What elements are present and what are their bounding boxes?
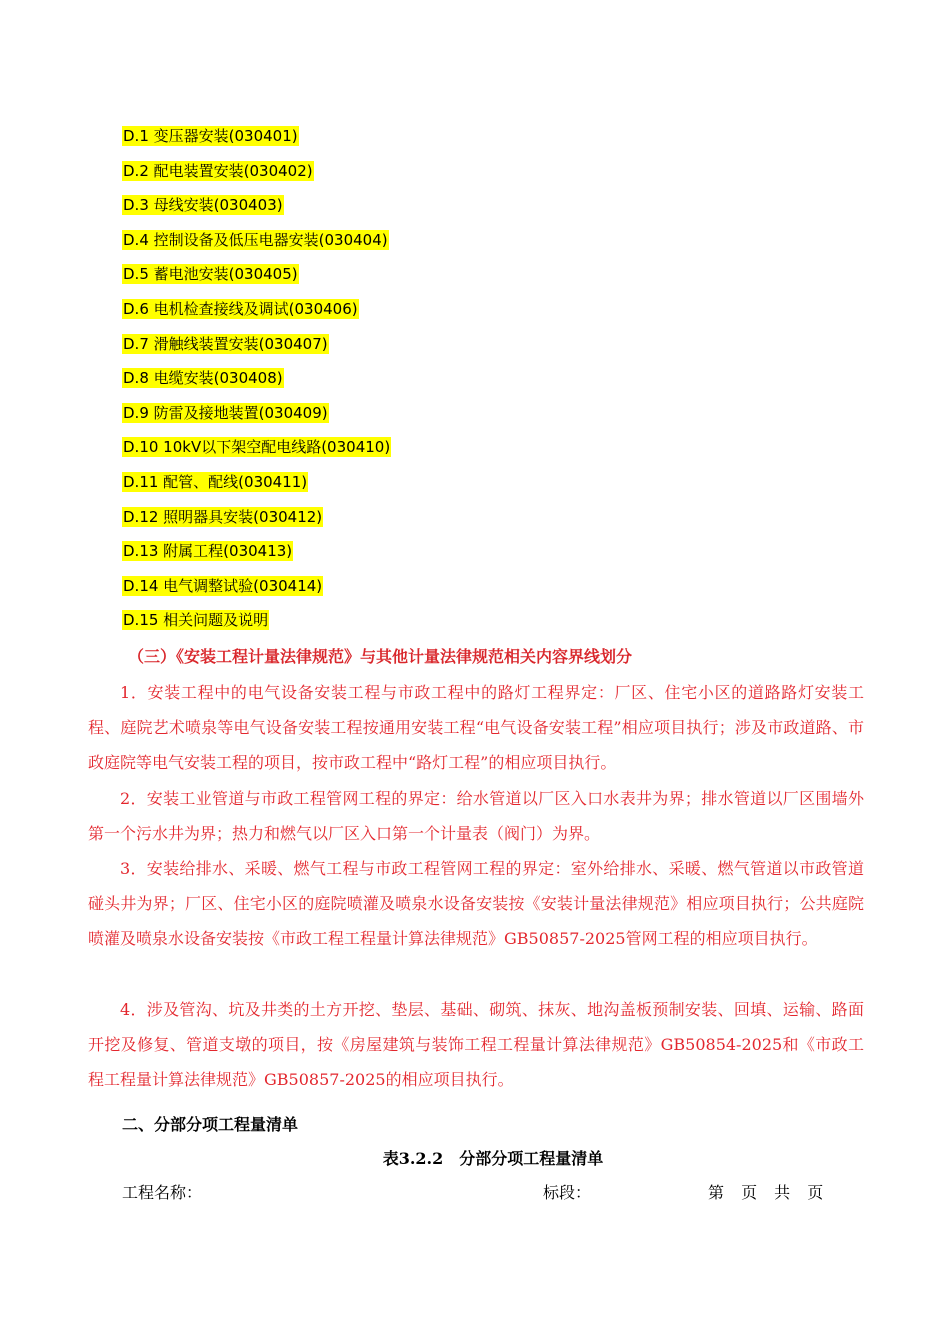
toc-item: D.8 电缆安装(030408) xyxy=(123,369,283,388)
toc-item: D.12 照明器具安装(030412) xyxy=(123,507,323,526)
toc-item: D.3 母线安装(030403) xyxy=(123,196,283,215)
toc-item: D.11 配管、配线(030411) xyxy=(123,472,308,491)
toc-item: D.9 防雷及接地装置(030409) xyxy=(123,403,328,422)
page-counter: 第 页 共 页 xyxy=(708,1183,830,1202)
heading-2: 二、分部分项工程量清单 xyxy=(122,1115,299,1134)
paragraph-4: 4．涉及管沟、坑及井类的土方开挖、垫层、基础、砌筑、抹灰、地沟盖板预制安装、回填、运输、路面开挖及修复、管道支墩的项目，按《房屋建筑与装饰工程工程量计算法律规范》GB50854-2025和《市政工程工程量计算法律规范》GB50857-2025的相应项目执行。 xyxy=(88,1000,864,1089)
toc-item: D.4 控制设备及低压电器安装(030404) xyxy=(123,230,388,249)
toc-item: D.14 电气调整试验(030414) xyxy=(123,576,323,595)
paragraph-3: 3．安装给排水、采暖、燃气工程与市政工程管网工程的界定：室外给排水、采暖、燃气管道以市政管道碰头井为界；厂区、住宅小区的庭院喷灌及喷泉水设备安装按《安装计量法律规范》相应项目执行；公共庭院喷灌及喷泉水设备安装按《市政工程工程量计算法律规范》GB50857-2025管网工程的相应项目执行。 xyxy=(88,859,864,948)
toc-item: D.10 10kV以下架空配电线路(030410) xyxy=(123,438,391,457)
section-label: 标段： xyxy=(543,1183,592,1202)
toc-item: D.7 滑触线装置安装(030407) xyxy=(123,334,328,353)
toc-item: D.6 电机检查接线及调试(030406) xyxy=(123,299,358,318)
paragraph-1: 1．安装工程中的电气设备安装工程与市政工程中的路灯工程界定：厂区、住宅小区的道路路灯安装工程、庭院艺术喷泉等电气设备安装工程按通用安装工程“电气设备安装工程”相应项目执行；涉及市政道路、市政庭院等电气安装工程的项目，按市政工程中“路灯工程”的相应项目执行。 xyxy=(88,683,864,772)
section-title: （三）《安装工程计量法律规范》与其他计量法律规范相关内容界线划分 xyxy=(128,647,633,666)
paragraph-2: 2．安装工业管道与市政工程管网工程的界定：给水管道以厂区入口水表井为界；排水管道以厂区围墙外第一个污水井为界；热力和燃气以厂区入口第一个计量表（阀门）为界。 xyxy=(88,789,864,843)
toc-item: D.2 配电装置安装(030402) xyxy=(123,161,313,180)
toc-list xyxy=(122,124,391,643)
toc-item: D.5 蓄电池安装(030405) xyxy=(123,265,298,284)
project-name-label: 工程名称： xyxy=(122,1183,203,1202)
table-title: 表3.2.2 分部分项工程量清单 xyxy=(382,1149,604,1168)
toc-item: D.15 相关问题及说明 xyxy=(123,611,269,630)
toc-item: D.1 变压器安装(030401) xyxy=(123,127,298,145)
toc-item: D.13 附属工程(030413) xyxy=(123,542,293,561)
